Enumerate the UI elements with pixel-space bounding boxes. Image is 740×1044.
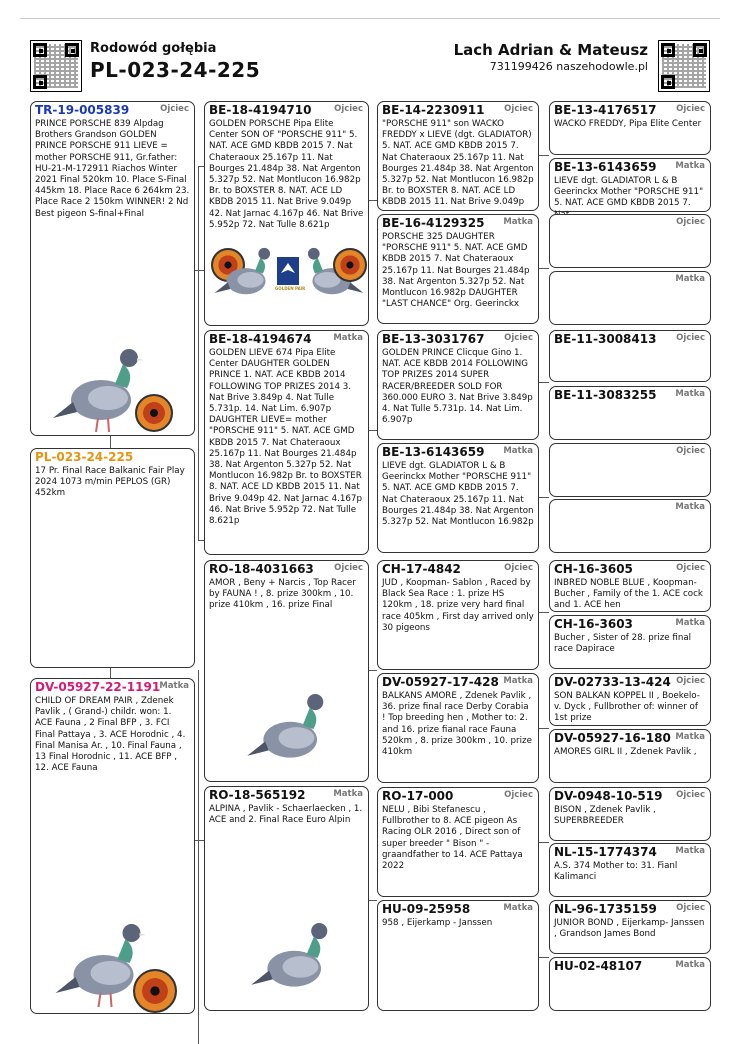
ring-number: NL-96-1735159: [554, 902, 657, 916]
pedigree-gen4-11: [549, 673, 711, 726]
pedigree-gen4-8: [549, 499, 711, 553]
connector-dam: [110, 668, 111, 678]
connector: [539, 382, 549, 383]
pigeon-description: "PORSCHE 911" son WACKO FREDDY x LIEVE (dgt. GLADIATOR) 5. NAT. ACE GMD KBDB 2015 7. Nat Chateraoux 25.167p 11. Nat Bourges 21.484p 38. Nat Argenton 5.327p 52. Nat Montlucon 16.982p Br. to BOXSTER 8. NAT. ACE LD KBDB 2015 11. Nat Brive 9.049p: [382, 119, 534, 208]
ring-number: BE-13-6143659: [382, 445, 485, 459]
connector: [539, 268, 549, 269]
ring-number: BE-14-2230911: [382, 103, 485, 117]
pedigree-gen4-13: [549, 787, 711, 841]
pigeon-description: JUNIOR BOND , Eijerkamp- Janssen , Grandson James Bond: [554, 918, 705, 940]
connector: [539, 497, 549, 498]
ring-number: TR-19-005839: [35, 103, 130, 117]
pedigree-gen4-3: [549, 214, 711, 268]
pedigree-gen2-dam-sire: [204, 560, 369, 782]
ring-number: HU-09-25958: [382, 902, 471, 916]
pigeon-description: NELU , Bibi Stefanescu , Fullbrother to 8. ACE pigeon As Racing OLR 2016 , Direct son of super breeder " Bison " - graandfather to 14. ACE Pattaya 2022: [382, 805, 523, 872]
sex-label: Matka: [675, 846, 705, 856]
connector: [198, 670, 199, 1044]
subject-ring: PL-023-24-225: [35, 450, 134, 464]
ring-number: BE-13-3031767: [382, 332, 485, 346]
pigeon-description: LIEVE dgt. GLADIATOR L & B Geerinckx Mother "PORSCHE 911" 5. NAT. ACE GMD KBDB 2015 7. Nat Chateraoux 25.167p 11. Nat Bourges 21.484p 38. Nat Argenton 5.327p 52. Nat Montlucon 16.982p: [382, 461, 534, 528]
pigeon-description: ALPINA , Pavlik - Schaerlaecken , 1. ACE and 2. Final Race Euro Alpin: [209, 804, 363, 826]
sex-label: Matka: [503, 446, 533, 456]
pigeon-description: SON BALKAN KOPPEL II , Boekelo- v. Dyck , Fullbrother of: winner of 1st prize: [554, 691, 700, 724]
connector: [539, 612, 549, 613]
pedigree-gen3-4: [377, 443, 539, 553]
pigeon-description: LIEVE dgt. GLADIATOR L & B Geerinckx Mother "PORSCHE 911" 5. NAT. ACE GMD KBDB 2015 7.: [554, 176, 704, 209]
pigeon-description: AMOR , Beny + Narcis , Top Racer by FAUNA ! , 8. prize 300km , 10. prize 410km , 16. prize Final: [209, 578, 356, 611]
pigeon-description: INBRED NOBLE BLUE , Koopman-Bucher , Family of the 1. ACE cock and 1. ACE hen: [554, 578, 703, 611]
sex-label: Ojciec: [676, 903, 705, 913]
pigeon-description: CHILD OF DREAM PAIR , Zdenek Pavlik , ( Grand-) childr. won: 1. ACE Fauna , 2 Final BFP , 3. FCI Final Pattaya , 3. ACE Horodnic , 4. Final Manisa Ar. , 10. Final Fauna , 13 Final Horodnic , 11. ACE BFP , 12. ACE Fauna: [35, 696, 186, 774]
qr-code-left-icon: [30, 40, 82, 92]
pedigree-gen3-6: [377, 673, 539, 783]
ring-number: BE-13-4176517: [554, 103, 657, 117]
ring-number: BE-18-4194674: [209, 332, 312, 346]
pedigree-gen3-7: [377, 787, 539, 897]
pigeon-description: BISON , Zdenek Pavlik , SUPERBREEDER: [554, 805, 656, 827]
pigeon-photo-icon: [213, 242, 275, 304]
pigeon-description: PRINCE PORSCHE 839 Alpdag Brothers Grandson GOLDEN PRINCE PORSCHE 911 LIEVE = mother PORSCHE 911, Gr.father: HU-21-M-172911 Riachos Winter 2021 Final 520km 10. Place S-Final 445km 18. Place Race 6 264km 23. Place Race 2 150km WINNER! 2 Nd Best pigeon S-final+Final: [35, 119, 190, 219]
pedigree-gen4-2: [549, 158, 711, 212]
pigeon-photo-icon: [53, 340, 143, 435]
sex-label: Ojciec: [504, 333, 533, 343]
ring-number: NL-15-1774374: [554, 845, 657, 859]
ring-number: RO-17-000: [382, 789, 454, 803]
pigeon-description: GOLDEN LIEVE 674 Pipa Elite Center DAUGHTER GOLDEN PRINCE 1. NAT. ACE KBDB 2014 FOLLOWING TOP PRIZES 2014 3. Nat Brive 3.849p 4. Nat Tulle 5.731p. 14. Nat Lim. 6.907p DAUGHTER LIEVE= mother "PORSCHE 911" 5. NAT. ACE GMD KBDB 2015 7. Nat Chateraoux 25.167p 11. Nat Bourges 21.484p 38. Nat Argenton 5.327p 52. Nat Montlucon 16.982p Br. to BOXSTER 8. NAT. ACE LD KBDB 2015 11. Nat Brive 9.049p 42. Nat Jarnac 4.167p 46. Nat Brive 5.952p 72. Nat Tulle 8.621p: [209, 348, 362, 527]
ring-number: RO-18-565192: [209, 788, 306, 802]
top-divider: [20, 18, 720, 19]
pedigree-gen2-dam-dam: [204, 786, 369, 1011]
ring-number: DV-05927-22-1191: [35, 680, 161, 694]
owner-name: Lach Adrian & Mateusz: [453, 41, 648, 59]
pedigree-gen3-5: [377, 560, 539, 670]
pedigree-gen4-14: [549, 843, 711, 897]
sex-label: Matka: [675, 389, 705, 399]
sex-label: Matka: [675, 274, 705, 284]
pedigree-gen4-4: [549, 271, 711, 325]
subject-ring-heading: PL-023-24-225: [90, 58, 261, 82]
pedigree-gen4-5: [549, 330, 711, 382]
sex-label: Ojciec: [504, 104, 533, 114]
ring-number: CH-16-3603: [554, 617, 633, 631]
connector: [539, 155, 549, 156]
ring-number: BE-13-6143659: [554, 160, 657, 174]
pedigree-gen2-sire-dam: [204, 330, 369, 555]
pigeon-photo-icon: [249, 915, 334, 1000]
connector: [539, 842, 549, 843]
pedigree-gen2-sire-sire: [204, 101, 369, 326]
pedigree-gen4-7: [549, 443, 711, 497]
eye-photo-icon: [133, 969, 177, 1013]
subject-description: 17 Pr. Final Race Balkanic Fair Play 2024 1073 m/min PEPLOS (GR) 452km: [35, 466, 185, 499]
pedigree-gen3-3: [377, 330, 539, 440]
pigeon-description: JUD , Koopman- Sablon , Raced by Black Sea Race : 1. prize HS 120km , 18. prize very hard final race 405km , First day arrived only 30 pigeons: [382, 578, 534, 633]
ring-number: CH-16-3605: [554, 562, 633, 576]
pigeon-description: WACKO FREDDY, Pipa Elite Center: [554, 119, 702, 129]
pedigree-gen4-16: [549, 957, 711, 1011]
sex-label: Ojciec: [676, 217, 705, 227]
sex-label: Matka: [675, 732, 705, 742]
pedigree-subject: [30, 448, 195, 668]
sex-label: Matka: [159, 681, 189, 691]
ring-number: DV-02733-13-424: [554, 675, 671, 689]
ring-number: BE-11-3083255: [554, 388, 657, 402]
pedigree-gen3-8: [377, 900, 539, 1011]
ring-number: BE-18-4194710: [209, 103, 312, 117]
sex-label: Ojciec: [676, 104, 705, 114]
sex-label: Ojciec: [504, 790, 533, 800]
ring-number: HU-02-48107: [554, 959, 643, 973]
pedigree-gen3-2: [377, 214, 539, 324]
qr-code-right-icon: [658, 40, 710, 92]
sex-label: Ojciec: [334, 104, 363, 114]
pigeon-description: 958 , Eijerkamp - Janssen: [382, 918, 493, 928]
sex-label: Matka: [503, 903, 533, 913]
pigeon-photo-icon: [245, 686, 330, 771]
ring-number: DV-05927-17-428: [382, 675, 499, 689]
pedigree-sire: [30, 101, 195, 436]
sex-label: Ojciec: [504, 563, 533, 573]
sex-label: Ojciec: [160, 104, 189, 114]
ring-number: BE-11-3008413: [554, 332, 657, 346]
connector: [539, 957, 549, 958]
pedigree-gen4-1: [549, 101, 711, 155]
eye-photo-icon: [333, 248, 367, 282]
pedigree-gen4-15: [549, 900, 711, 954]
pedigree-gen4-6: [549, 386, 711, 440]
ring-number: DV-0948-10-519: [554, 789, 663, 803]
sex-label: Matka: [333, 333, 363, 343]
eye-photo-icon: [135, 394, 173, 432]
sex-label: Matka: [675, 618, 705, 628]
sex-label: Matka: [675, 161, 705, 171]
sex-label: Matka: [333, 789, 363, 799]
connector: [198, 166, 199, 540]
sex-label: Matka: [675, 502, 705, 512]
sex-label: Matka: [503, 676, 533, 686]
sex-label: Ojciec: [676, 676, 705, 686]
sex-label: Matka: [675, 960, 705, 970]
connector: [539, 728, 549, 729]
document-title: Rodowód gołębia: [90, 41, 217, 56]
ring-number: DV-05927-16-180: [554, 731, 671, 745]
sex-label: Ojciec: [676, 563, 705, 573]
pigeon-description: Bucher , Sister of 28. prize final race Dapirace: [554, 633, 692, 655]
pigeon-description: BALKANS AMORE , Zdenek Pavlik , 36. prize final race Derby Corabia ! Top breeding hen , Mother to: 2. and 16. prize fianal race Fauna 520km , 8. prize 300km , 10. prize 410km: [382, 691, 532, 758]
ring-number: CH-17-4842: [382, 562, 461, 576]
sex-label: Ojciec: [676, 333, 705, 343]
owner-contact: 731199426 naszehodowle.pl: [489, 60, 648, 73]
pigeon-description: PORSCHE 325 DAUGHTER "PORSCHE 911" 5. NAT. ACE GMD KBDB 2015 7. Nat Chateraoux 25.167p 11. Nat Bourges 21.484p 38. Nat Argenton 5.327p 52. Nat Montlucon 16.982p DAUGHTER "LAST CHANCE" Org. Geerinckx: [382, 232, 530, 310]
pigeon-description: A.S. 374 Mother to: 31. Fianl Kalimanci: [554, 861, 678, 883]
logo-caption: GOLDEN PAIR: [275, 286, 306, 291]
pigeon-description: GOLDEN PORSCHE Pipa Elite Center SON OF "PORSCHE 911" 5. NAT. ACE GMD KBDB 2015 7. Nat Chateraoux 25.167p 11. Nat Bourges 21.484p 38. Nat Argenton 5.327p 52. Nat Montlucon 16.982p Br. to BOXSTER 8. NAT. ACE LD KBDB 2015 11. Nat Brive 9.049p 42. Nat Jarnac 4.167p 46. Nat Brive 5.952p 72. Nat Tulle 8.621p: [209, 119, 364, 230]
sex-label: Ojciec: [676, 790, 705, 800]
pedigree-dam: [30, 678, 195, 1014]
pigeon-description: AMORES GIRL II , Zdenek Pavlik ,: [554, 747, 697, 757]
pigeon-description: GOLDEN PRINCE Clicque Gino 1. NAT. ACE KBDB 2014 FOLLOWING TOP PRIZES 2014 SUPER RACER/BREEDER SOLD FOR 360.000 EURO 3. Nat Brive 3.849p 4. Nat Tulle 5.731p. 14. Nat Lim. 6.907p: [382, 348, 533, 426]
ring-number: BE-16-4129325: [382, 216, 485, 230]
connector-sire: [110, 436, 111, 448]
sex-label: Ojciec: [676, 446, 705, 456]
pedigree-gen4-9: [549, 560, 711, 612]
golden-pair-logo-icon: [277, 257, 299, 285]
ring-number: RO-18-4031663: [209, 562, 314, 576]
pedigree-gen3-1: [377, 101, 539, 211]
pedigree-gen4-12: [549, 729, 711, 783]
sex-label: Ojciec: [334, 563, 363, 573]
sex-label: Matka: [503, 217, 533, 227]
pedigree-gen4-10: [549, 615, 711, 669]
